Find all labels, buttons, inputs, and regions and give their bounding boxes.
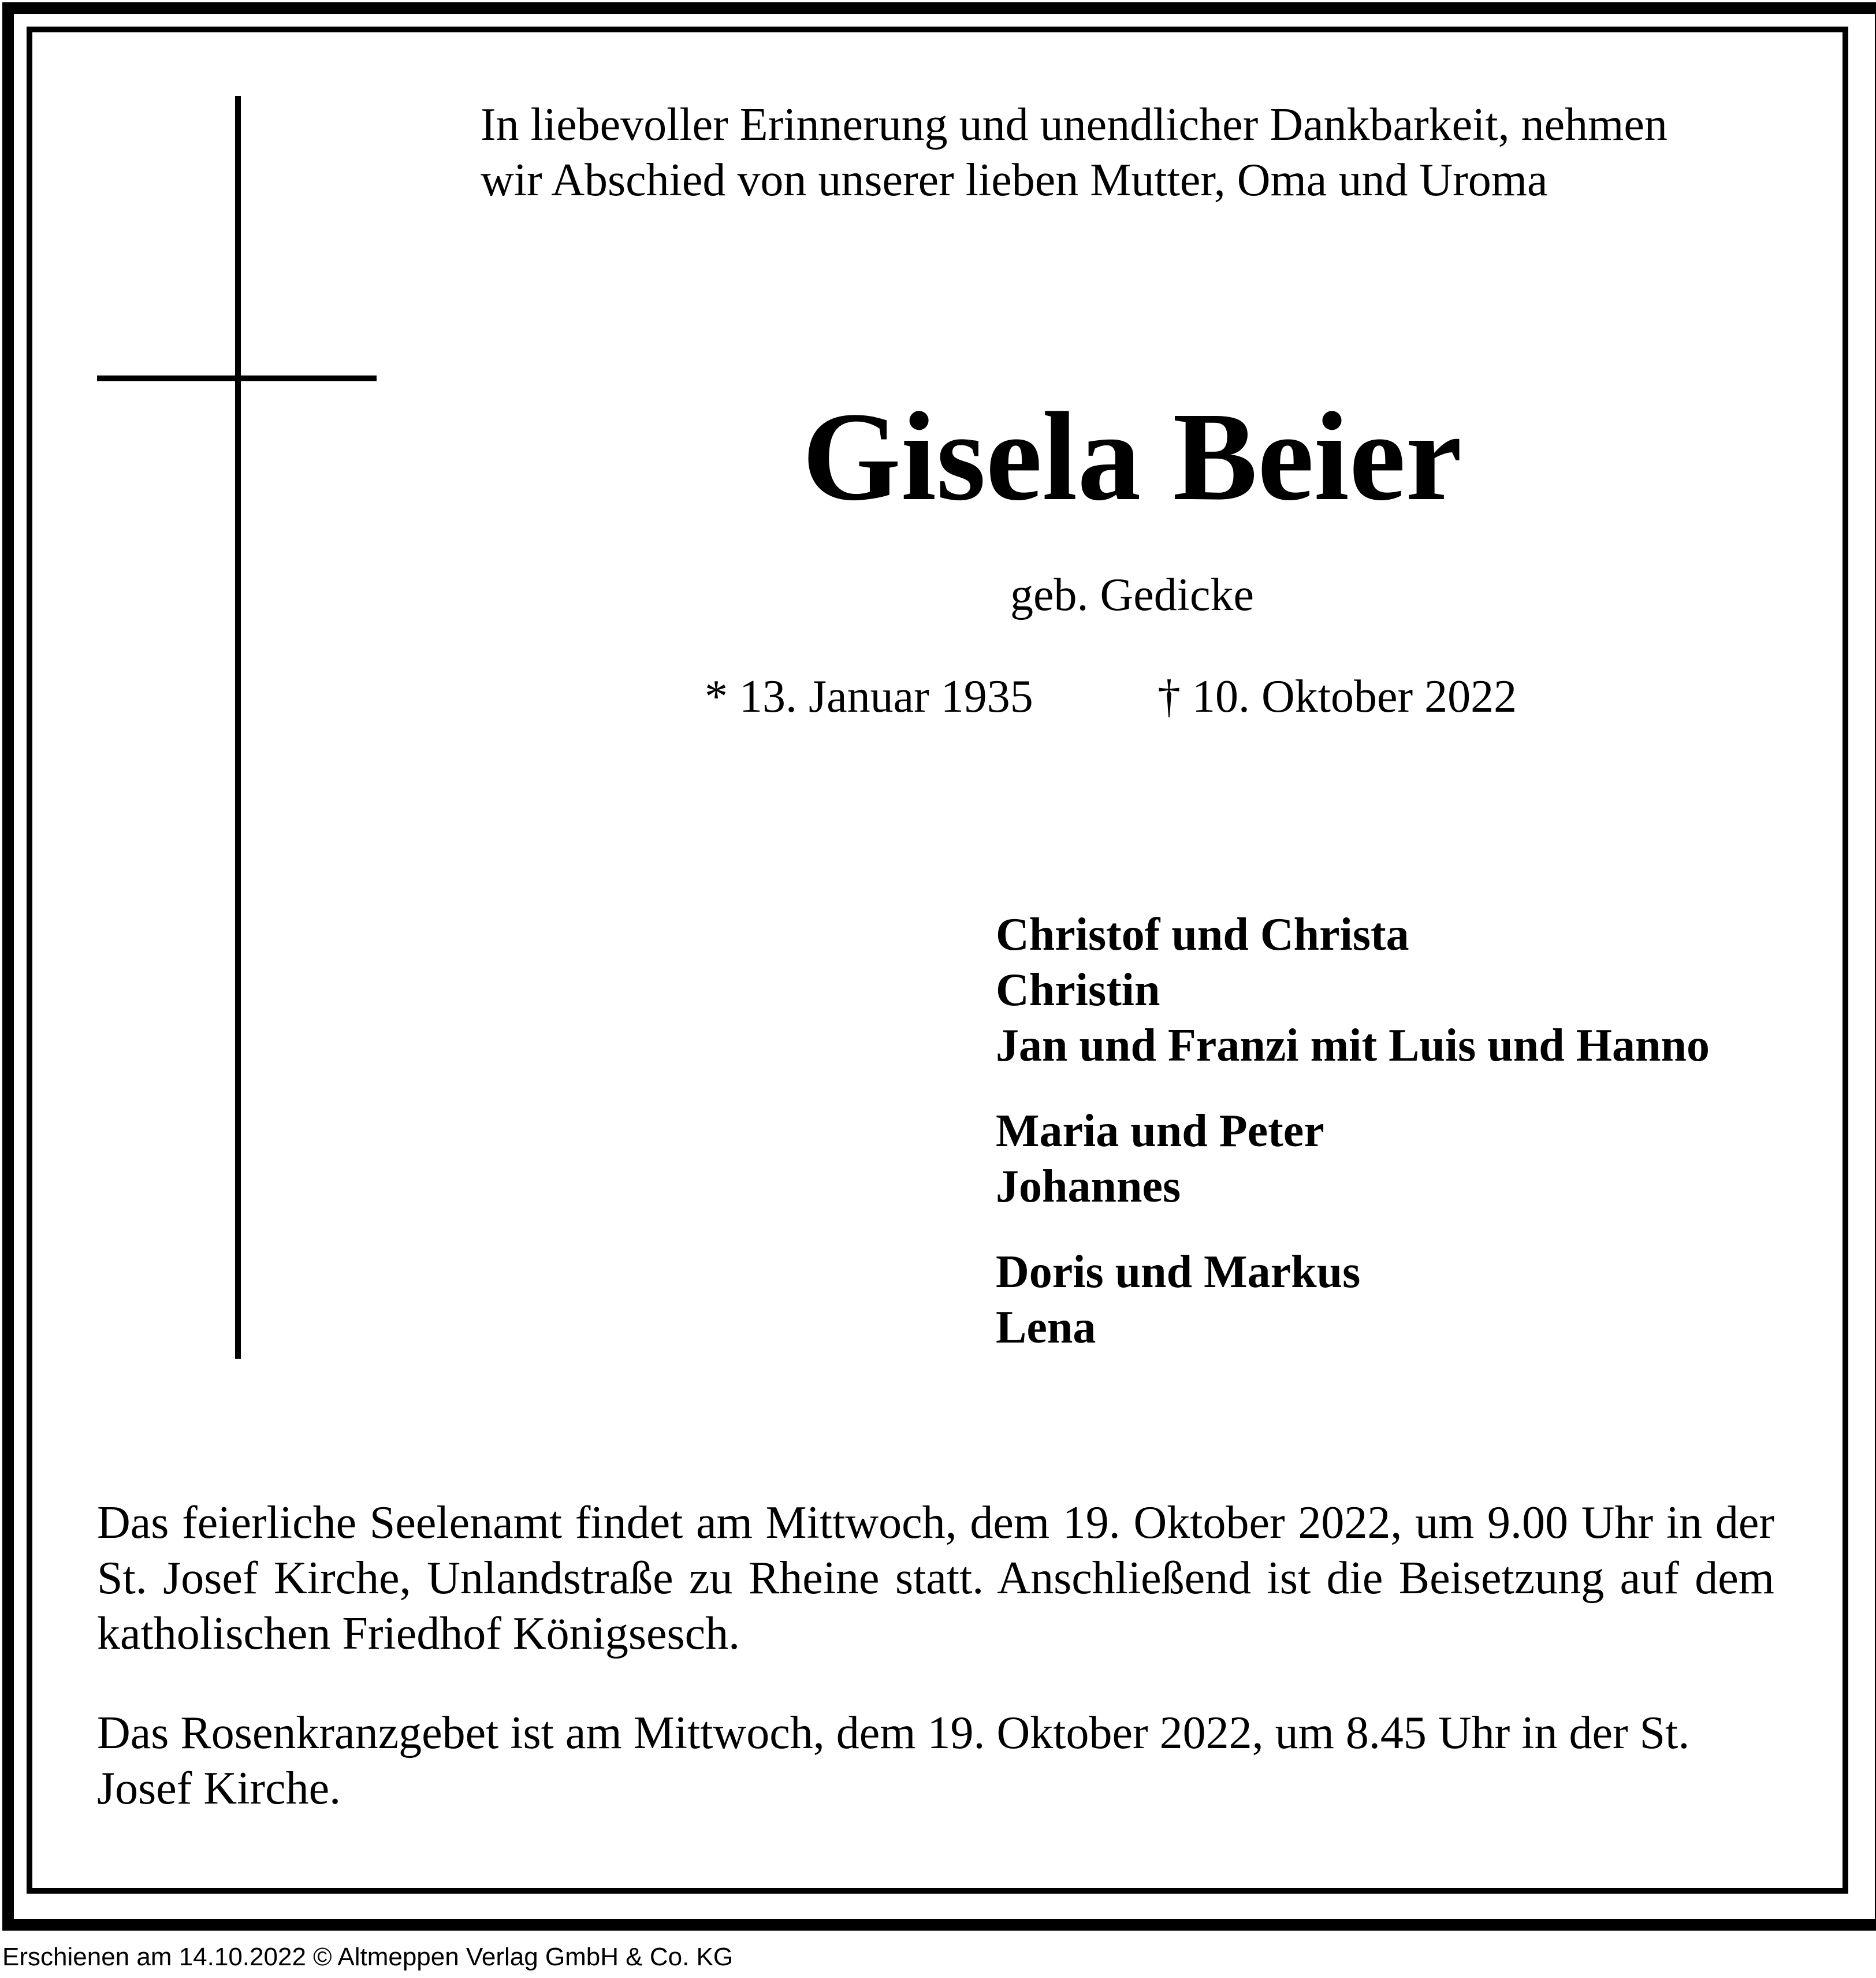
mourner-group [996, 907, 1804, 1073]
mourner-line: Johannes [996, 1161, 1181, 1212]
intro-text: In liebevoller Erinnerung und unendlicher Dankbarkeit, nehmen wir Abschied von unserer lieben Mutter, Oma und Uroma [481, 99, 1667, 206]
mourner-line: Maria und Peter [996, 1106, 1324, 1157]
birth-date: * 13. Januar 1935 [705, 671, 1033, 722]
deceased-name: Gisela Beier [802, 386, 1462, 527]
birth-name: geb. Gedicke [1010, 570, 1255, 620]
mourner-line: Jan und Franzi mit Luis und Hanno [996, 1020, 1710, 1071]
mourner-line: Christof und Christa [996, 909, 1409, 960]
mourners-list [996, 907, 1804, 1385]
cross-icon-vertical-bar [235, 96, 241, 1359]
mourner-group [996, 1244, 1804, 1355]
funeral-service-text: Das feierliche Seelenamt findet am Mittwoch, dem 19. Oktober 2022, um 9.00 Uhr in der St. Josef Kirche, Unlandstraße zu Rheine statt. Anschließend ist die Beisetzung auf dem katholischen Friedhof Königsesch. [97, 1497, 1774, 1659]
mourner-group [996, 1103, 1804, 1214]
mourner-line: Doris und Markus [996, 1247, 1361, 1297]
publication-footer: Erschienen am 14.10.2022 © Altmeppen Verlag GmbH & Co. KG [2, 1943, 734, 1971]
mourner-line: Christin [996, 965, 1160, 1016]
cross-icon-horizontal-bar [97, 375, 377, 381]
rosary-prayer-text: Das Rosenkranzgebet ist am Mittwoch, dem 19. Oktober 2022, um 8.45 Uhr in der St. Josef Kirche. [97, 1708, 1690, 1814]
mourner-line: Lena [996, 1302, 1096, 1353]
death-date: † 10. Oktober 2022 [1157, 671, 1517, 722]
